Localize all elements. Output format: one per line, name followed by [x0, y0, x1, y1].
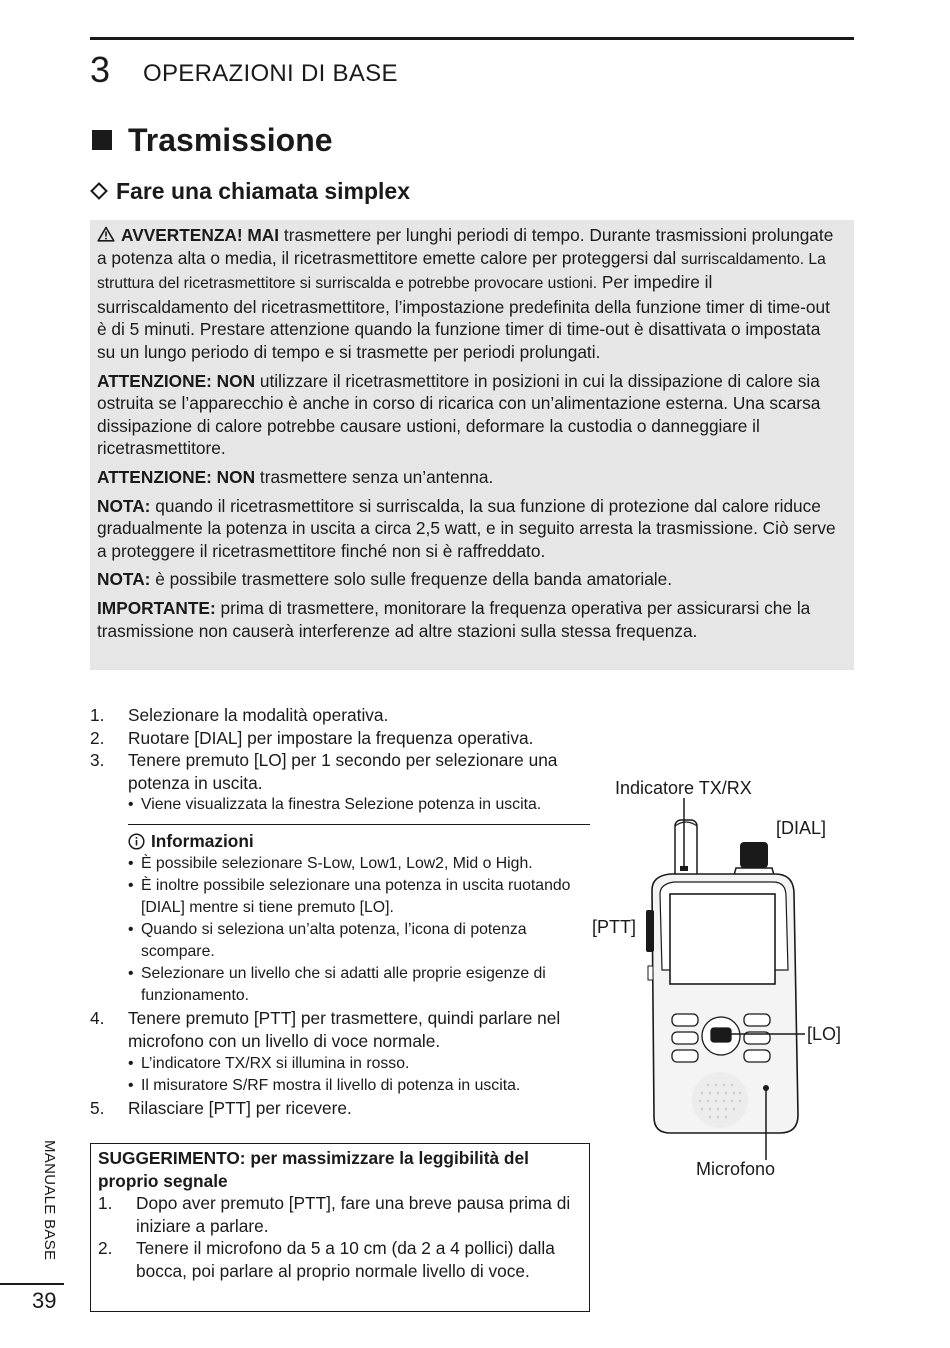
callout-txrx: Indicatore TX/RX	[615, 778, 752, 798]
list-item	[90, 1097, 595, 1120]
page-number: 39	[32, 1288, 57, 1313]
list-subitem	[90, 1053, 595, 1075]
chapter-number: 3	[90, 49, 111, 90]
keypad	[672, 1014, 770, 1062]
chapter-title: OPERAZIONI DI BASE	[143, 60, 398, 87]
subsection-title-text: Fare una chiamata simplex	[116, 178, 411, 204]
list-subitem	[128, 919, 590, 963]
diamond-outline-icon	[90, 182, 108, 200]
step-text: Tenere premuto [PTT] per trasmettere, quindi parlare nel microfono con un livello di voce normale.	[128, 1008, 561, 1051]
step-number: 2.	[98, 1238, 113, 1259]
list-subitem	[90, 1075, 595, 1097]
step-text: Dopo aver premuto [PTT], fare una breve pausa prima di iniziare a parlare.	[136, 1193, 571, 1236]
section-title-text: Trasmissione	[128, 122, 333, 158]
important-label: IMPORTANTE:	[97, 597, 216, 618]
bullet: •	[128, 1076, 134, 1094]
subitem-text: È possibile selezionare S-Low, Low1, Low2, Mid o High.	[141, 855, 533, 873]
warning-paragraph	[97, 224, 842, 364]
step-number: 2.	[90, 727, 105, 748]
warning-text-small: surriscaldamento. La struttura del ricetrasmettitore si surriscalda e potrebbe provocare ustioni.	[97, 250, 826, 293]
subitem-text: Viene visualizzata la finestra Selezione potenza in uscita.	[141, 796, 542, 814]
caution-paragraph-1	[97, 370, 842, 460]
bullet: •	[128, 921, 134, 939]
caution-label: ATTENZIONE: NON	[97, 466, 256, 487]
list-item	[98, 1237, 582, 1282]
bullet: •	[128, 877, 134, 895]
warning-label: AVVERTENZA! MAI	[121, 225, 280, 245]
caution-text: trasmettere senza un’antenna.	[255, 466, 494, 487]
step-number: 1.	[90, 705, 105, 725]
warning-triangle-icon	[97, 226, 115, 242]
subsection-title	[90, 176, 410, 206]
info-title	[128, 829, 590, 853]
step-text: Tenere il microfono da 5 a 10 cm (da 2 a 4 pollici) dalla bocca, poi parlare al proprio normale livello di voce.	[136, 1238, 555, 1281]
step-number: 1.	[98, 1193, 113, 1214]
bullet: •	[128, 1054, 134, 1072]
page-number-rule	[0, 1283, 64, 1285]
tip-box	[90, 1143, 590, 1312]
list-subitem	[128, 963, 590, 1007]
note-text: è possibile trasmettere solo sulle frequenze della banda amatoriale.	[150, 569, 673, 590]
info-icon	[128, 833, 145, 850]
caution-label: ATTENZIONE: NON	[97, 370, 256, 391]
note-text: quando il ricetrasmettitore si surriscalda, la sua funzione di protezione dal calore riduce gradualmente la potenza in uscita a circa 2,5 watt, e in seguito arresta la trasmissione. Ciò serve a proteggere il ricetrasmettitore finché non si è raffreddato.	[97, 495, 836, 561]
warning-text-cont: Per impedire il surriscaldamento del ricetrasmettitore, l’impostazione predefinita della funzione timer di time-out è di 5 minuti. Prestare attenzione quando la funzione timer di time-out è disattivata o impostata su un lungo periodo di tempo e si trasmette per periodi prolungati.	[97, 272, 830, 362]
step-number: 3.	[90, 750, 105, 771]
list-subitem	[90, 794, 551, 816]
callout-ptt: [PTT]	[592, 917, 636, 937]
callout-lo: [LO]	[807, 1024, 842, 1044]
warning-text: trasmettere per lunghi periodi di tempo. Durante trasmissioni prolungate a potenza alta o media, il ricetrasmettitore emette calore per proteggersi dal	[97, 225, 834, 268]
speaker-grill	[692, 1072, 748, 1128]
note-paragraph-2	[97, 568, 842, 591]
step-number: 5.	[90, 1097, 105, 1118]
step-text: Selezionare la modalità operativa.	[128, 705, 389, 725]
info-title-text: Informazioni	[151, 831, 254, 852]
list-item	[90, 749, 598, 794]
important-paragraph	[97, 597, 842, 642]
header-rule	[90, 37, 854, 40]
step-number: 4.	[90, 1008, 105, 1029]
list-item	[90, 727, 595, 750]
bullet: •	[128, 796, 134, 814]
list-item	[90, 704, 595, 727]
bullet: •	[128, 855, 134, 873]
steps-list	[90, 704, 595, 1119]
step-text: Tenere premuto [LO] per 1 secondo per selezionare una potenza in uscita.	[128, 750, 558, 793]
display-screen	[670, 894, 775, 984]
list-subitem	[128, 853, 590, 875]
subitem-text: È inoltre possibile selezionare una potenza in uscita ruotando [DIAL] mentre si tiene premuto [LO].	[141, 877, 571, 917]
square-bullet-icon	[92, 130, 112, 150]
important-text: prima di trasmettere, monitorare la frequenza operativa per assicurarsi che la trasmissione non causerà interferenze ad altre stazioni sulla stessa frequenza.	[97, 597, 811, 641]
callout-dial: [DIAL]	[776, 818, 827, 838]
subitem-text: L’indicatore TX/RX si illumina in rosso.	[141, 1054, 410, 1072]
section-title	[90, 120, 333, 160]
caution-paragraph-2	[97, 466, 842, 489]
subitem-text: Quando si seleziona un’alta potenza, l’icona di potenza scompare.	[141, 921, 527, 961]
subitem-text: Selezionare un livello che si adatti alle proprie esigenze di funzionamento.	[141, 965, 546, 1005]
subitem-text: Il misuratore S/RF mostra il livello di potenza in uscita.	[141, 1076, 521, 1094]
tip-title: SUGGERIMENTO: per massimizzare la leggibilità del proprio segnale	[98, 1148, 529, 1191]
side-label-text: MANUALE BASE	[41, 1140, 58, 1261]
step-text: Ruotare [DIAL] per impostare la frequenza operativa.	[128, 727, 534, 748]
step-text: Rilasciare [PTT] per ricevere.	[128, 1097, 352, 1118]
list-item	[90, 1007, 588, 1052]
info-box	[128, 824, 590, 1007]
list-subitem	[128, 875, 590, 919]
note-paragraph-1	[97, 495, 842, 563]
note-label: NOTA:	[97, 569, 151, 590]
list-item	[98, 1192, 582, 1237]
ptt-button	[646, 910, 654, 952]
note-label: NOTA:	[97, 495, 151, 516]
warning-box	[90, 220, 854, 670]
side-label	[34, 1140, 58, 1270]
callout-microphone: Microfono	[696, 1159, 776, 1179]
side-button	[648, 966, 653, 980]
caution-text: utilizzare il ricetrasmettitore in posizioni in cui la dissipazione di calore sia ostruita se l’apparecchio è anche in corso di ricarica con un’alimentazione esterna. Una scarsa dissipazione di calore potrebbe causare ustioni, deformare la custodia o danneggiare il ricetrasmettitore.	[97, 370, 821, 459]
transceiver-figure	[590, 770, 850, 1190]
bullet: •	[128, 965, 134, 983]
